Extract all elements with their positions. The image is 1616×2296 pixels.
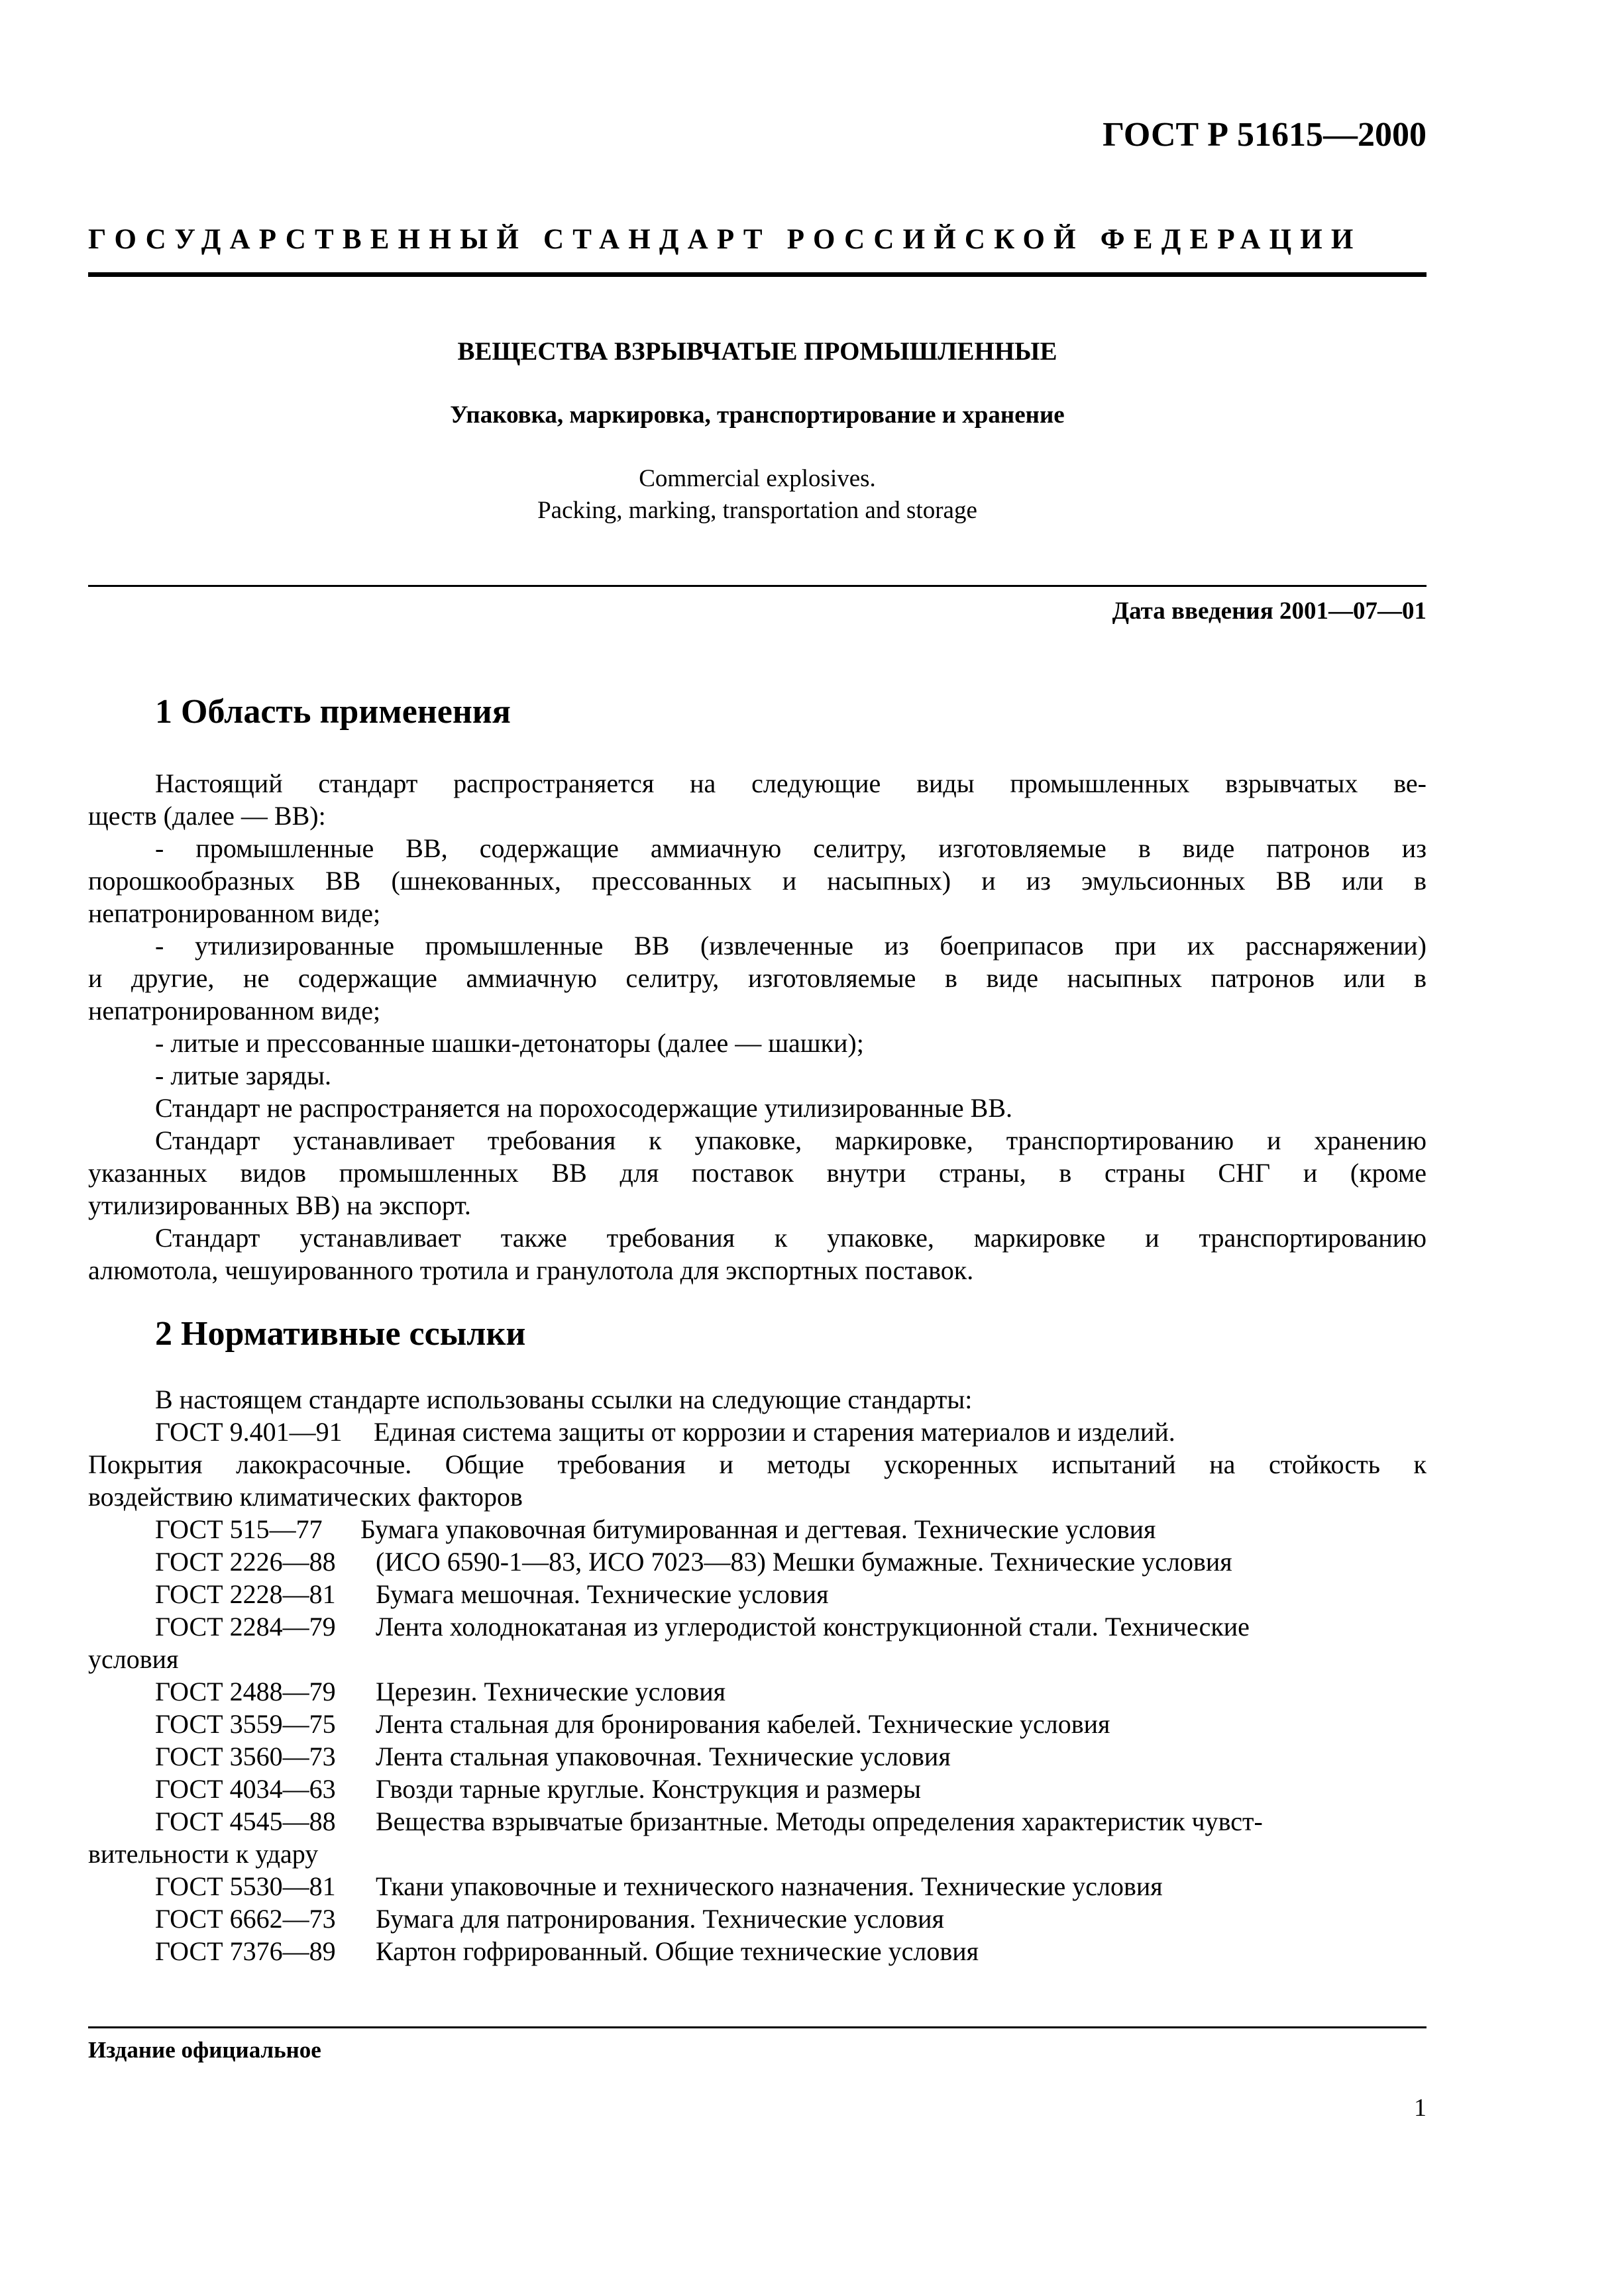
reference-item [155, 1578, 1427, 1610]
body-line: непатронированном виде; [88, 996, 381, 1025]
english-title-line: Commercial explosives. [639, 465, 876, 492]
page-number: 1 [1414, 2094, 1427, 2122]
reference-item [155, 1513, 1427, 1545]
body-line: алюмотола, чешуированного тротила и гранулотола для экспортных поставок. [88, 1255, 974, 1285]
body-line: Стандарт устанавливает также требования к упаковке, маркировке и транспортированию [155, 1223, 1427, 1253]
reference-code: ГОСТ 2226—88 [155, 1547, 336, 1577]
reference-title: Бумага упаковочная битумированная и дегтевая. Технические условия [360, 1514, 1156, 1544]
reference-title: Гвозди тарные круглые. Конструкция и размеры [376, 1774, 921, 1804]
state-standard-banner: ГОСУДАРСТВЕННЫЙ СТАНДАРТ РОССИЙСКОЙ ФЕДЕРАЦИИ [88, 224, 1362, 255]
body-line: - промышленные ВВ, содержащие аммиачную селитру, изготовляемые в виде патронов из [155, 833, 1427, 863]
reference-code: ГОСТ 515—77 [155, 1514, 323, 1544]
document-subtitle: Упаковка, маркировка, транспортирование и хранение [450, 401, 1065, 429]
body-line: и другие, не содержащие аммиачную селитру, изготовляемые в виде насыпных патронов или в [88, 963, 1427, 993]
reference-code: ГОСТ 2284—79 [155, 1612, 336, 1642]
reference-item [155, 1935, 1427, 1967]
reference-continuation: условия [88, 1644, 179, 1674]
reference-continuation: Покрытия лакокрасочные. Общие требования и методы ускоренных испытаний на стойкость к [88, 1449, 1427, 1479]
section-heading: 2 Нормативные ссылки [155, 1315, 526, 1353]
reference-code: ГОСТ 3560—73 [155, 1742, 336, 1771]
header-rule [88, 272, 1427, 277]
reference-item [155, 1675, 1427, 1708]
reference-item [155, 1870, 1427, 1903]
body-line: Стандарт устанавливает требования к упаковке, маркировке, транспортированию и хранению [155, 1125, 1427, 1155]
english-title [88, 463, 1427, 527]
reference-code: ГОСТ 9.401—91 [155, 1417, 343, 1447]
body-line: ществ (далее — ВВ): [88, 801, 326, 831]
reference-code: ГОСТ 6662—73 [155, 1904, 336, 1934]
reference-item [155, 1740, 1427, 1773]
reference-continuation: вительности к удару [88, 1839, 319, 1869]
body-line: - литые и прессованные шашки-детонаторы (далее — шашки); [155, 1028, 864, 1058]
reference-code: ГОСТ 3559—75 [155, 1709, 336, 1739]
reference-code: ГОСТ 7376—89 [155, 1936, 336, 1966]
reference-item [155, 1903, 1427, 1935]
reference-item [155, 1773, 1427, 1805]
reference-item [155, 1610, 1427, 1643]
body-line: утилизированных ВВ) на экспорт. [88, 1190, 471, 1220]
reference-title: Лента холоднокатаная из углеродистой конструкционной стали. Технические [376, 1612, 1250, 1642]
reference-code: ГОСТ 2488—79 [155, 1677, 336, 1706]
document-title: ВЕЩЕСТВА ВЗРЫВЧАТЫЕ ПРОМЫШЛЕННЫЕ [457, 337, 1057, 366]
references-intro: В настоящем стандарте использованы ссылки на следующие стандарты: [155, 1384, 973, 1414]
body-line: порошкообразных ВВ (шнекованных, прессованных и насыпных) и из эмульсионных ВВ или в [88, 866, 1427, 896]
reference-item [155, 1545, 1427, 1578]
reference-title: Бумага для патронирования. Технические условия [376, 1904, 944, 1934]
reference-title: Единая система защиты от коррозии и старения материалов и изделий. [374, 1417, 1175, 1447]
reference-continuation: воздействию климатических факторов [88, 1482, 523, 1512]
body-line: Стандарт не распространяется на порохосодержащие утилизированные ВВ. [155, 1093, 1013, 1123]
reference-title: Картон гофрированный. Общие технические условия [376, 1936, 979, 1966]
reference-title: Ткани упаковочные и технического назначения. Технические условия [376, 1871, 1163, 1901]
body-line: указанных видов промышленных ВВ для поставок внутри страны, в страны СНГ и (кроме [88, 1158, 1427, 1188]
reference-code: ГОСТ 4034—63 [155, 1774, 336, 1804]
english-title-line: Packing, marking, transportation and storage [537, 497, 977, 524]
body-line: Настоящий стандарт распространяется на следующие виды промышленных взрывчатых ве- [155, 768, 1427, 798]
reference-code: ГОСТ 4545—88 [155, 1806, 336, 1836]
reference-title: Бумага мешочная. Технические условия [376, 1579, 829, 1609]
footer-rule [88, 2026, 1427, 2028]
reference-title: (ИСО 6590-1—83, ИСО 7023—83) Мешки бумажные. Технические условия [376, 1547, 1232, 1577]
reference-title: Лента стальная для бронирования кабелей. Технические условия [376, 1709, 1110, 1739]
reference-code: ГОСТ 2228—81 [155, 1579, 336, 1609]
reference-item [155, 1416, 1427, 1448]
introduction-date: Дата введения 2001—07—01 [1112, 598, 1427, 625]
reference-title: Лента стальная упаковочная. Технические условия [376, 1742, 951, 1771]
reference-title: Церезин. Технические условия [376, 1677, 726, 1706]
edition-label: Издание официальное [88, 2037, 321, 2063]
reference-title: Вещества взрывчатые бризантные. Методы определения характеристик чувст- [376, 1806, 1263, 1836]
body-line: - литые заряды. [155, 1061, 331, 1090]
body-line: - утилизированные промышленные ВВ (извлеченные из боеприпасов при их расснаряжении) [155, 931, 1427, 961]
reference-code: ГОСТ 5530—81 [155, 1871, 336, 1901]
title-rule [88, 585, 1427, 587]
document-code: ГОСТ Р 51615—2000 [1103, 116, 1427, 154]
section-heading: 1 Область применения [155, 693, 511, 731]
document-page [88, 0, 1427, 2296]
body-line: непатронированном виде; [88, 898, 381, 928]
reference-item [155, 1805, 1427, 1838]
reference-item [155, 1708, 1427, 1740]
